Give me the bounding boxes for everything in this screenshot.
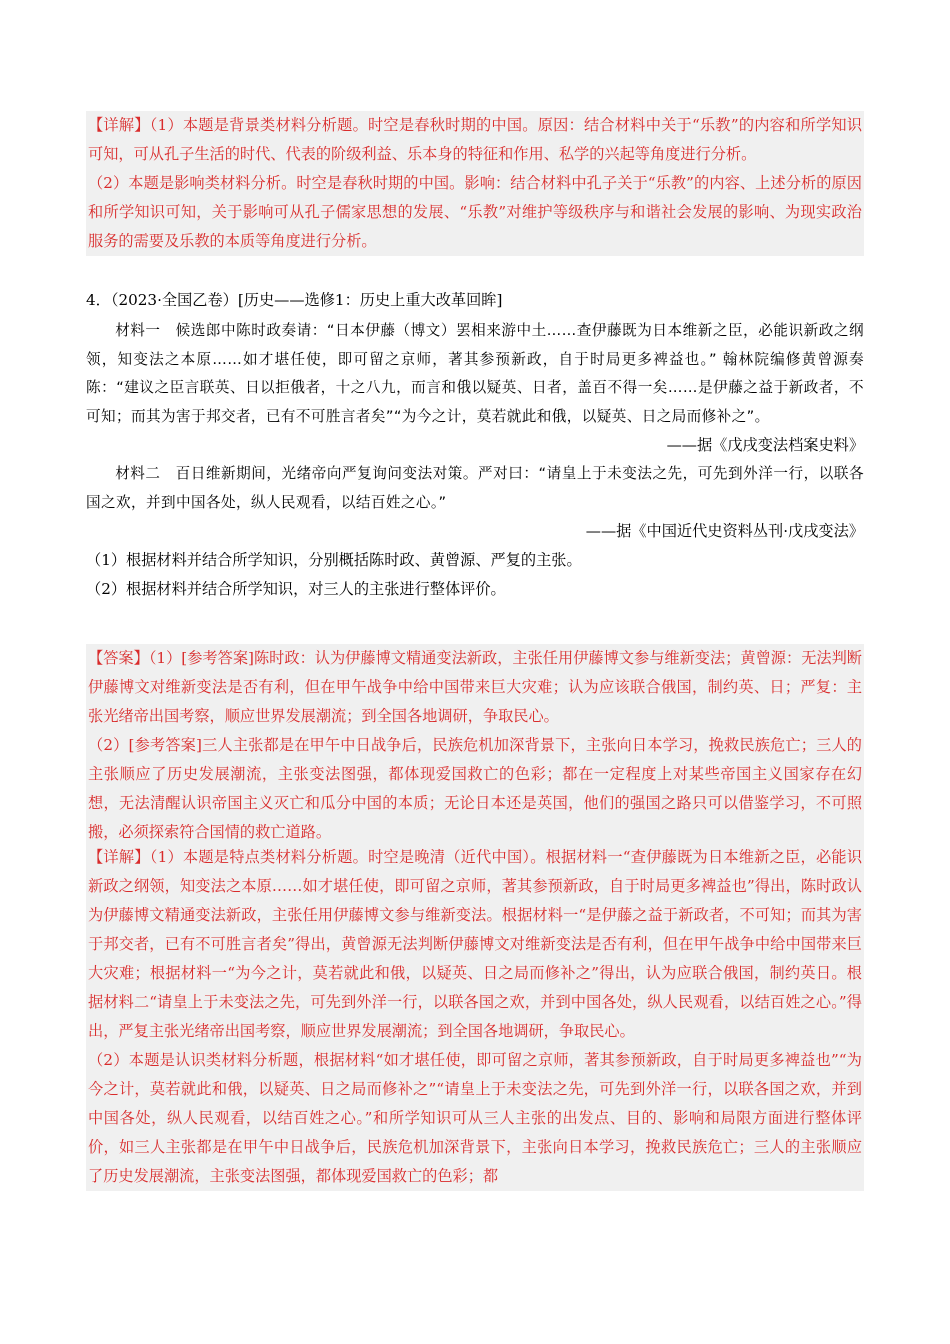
answer-part-1-text: （1）[参考答案]陈时政：认为伊藤博文精通变法新政，主张任用伊藤博文参与维新变法；黄曾源：无法判断伊藤博文对维新变法是否有利，但在甲午战争中给中国带来巨大灾难；认为应该联合俄国，制约英、日；严复：主张光绪帝出国考察，顺应世界发展潮流；到全国各地调研，争取民心。 <box>88 649 862 725</box>
explanation-1-part-1 <box>86 111 864 169</box>
question-header: 4．（2023·全国乙卷）[历史——选修1：历史上重大改革回眸] <box>86 291 503 309</box>
analysis-part-1 <box>86 843 864 1046</box>
explanation-1-part-1-text: （1）本题是背景类材料分析题。时空是春秋时期的中国。原因：结合材料中关于“乐教”的内容和所学知识可知，可从孔子生活的时代、代表的阶级利益、乐本身的特征和作用、私学的兴起等角度进行分析。 <box>88 116 863 163</box>
sub-question-1: （1）根据材料并结合所学知识，分别概括陈时政、黄曾源、严复的主张。 <box>86 551 582 569</box>
answer-part-2: （2）[参考答案]三人主张都是在甲午中日战争后，民族危机加深背景下，主张向日本学习，挽救民族危亡；三人的主张顺应了历史发展潮流，主张变法图强，都体现爱国救亡的色彩；都在一定程度上对某些帝国主义国家存在幻想，无法清醒认识帝国主义灭亡和瓜分中国的本质；无论日本还是英国，他们的强国之路只可以借鉴学习，不可照搬，必须探索符合国情的救亡道路。 <box>88 736 862 841</box>
material-2-source: ——据《中国近代史资料丛刊·戊戌变法》 <box>585 522 864 540</box>
analysis-part-2: （2）本题是认识类材料分析题，根据材料“如才堪任使，即可留之京师，著其参预新政，自于时局更多裨益也”“为今之计，莫若就此和俄，以疑英、日之局而修补之”“请皇上于未变法之先，可先到外洋一行，以联各国之欢，并到中国各处，纵人民观看，以结百姓之心。”和所学知识可从三人主张的出发点、目的、影响和局限方面进行整体评价，如三人主张都是在甲午中日战争后，民族危机加深背景下，主张向日本学习，挽救民族危亡；三人的主张顺应了历史发展潮流，主张变法图强，都体现爱国救亡的色彩；都 <box>88 1051 862 1185</box>
material-1: 材料一 候选郎中陈时政奏请：“日本伊藤（博文）罢相来游中土……查伊藤既为日本维新之臣，必能识新政之纲领，知变法之本原……如才堪任使，即可留之京师，著其参预新政，自于时局更多裨益也。” 翰林院编修黄曾源奏陈：“建议之臣言联英、日以拒俄者，十之八九，而言和俄以疑英、日者，盖百不得一矣……是伊藤之益于新政者，不可知；而其为害于邦交者，已有不可胜言者矣”“为今之计，莫若就此和俄，以疑英、日之局而修补之”。 <box>86 322 864 425</box>
detail-tag: 【详解】 <box>88 116 150 134</box>
material-2: 材料二 百日维新期间，光绪帝向严复询问变法对策。严对曰：“请皇上于未变法之先，可先到外洋一行，以联各国之欢，并到中国各处，纵人民观看，以结百姓之心。” <box>86 465 864 511</box>
analysis-block <box>86 843 864 1191</box>
analysis-tag: 【详解】 <box>88 848 150 866</box>
question-4 <box>86 286 864 604</box>
answer-tag: 【答案】 <box>88 649 149 667</box>
explanation-block-1 <box>86 111 864 256</box>
answer-block <box>86 644 864 847</box>
explanation-1-part-2: （2）本题是影响类材料分析。时空是春秋时期的中国。影响：结合材料中孔子关于“乐教”的内容、上述分析的原因和所学知识可知，关于影响可从孔子儒家思想的发展、“乐教”对维护等级秩序与和谐社会发展的影响、为现实政治服务的需要及乐教的本质等角度进行分析。 <box>88 174 862 250</box>
material-1-source: ——据《戊戌变法档案史料》 <box>666 436 864 454</box>
analysis-part-1-text: （1）本题是特点类材料分析题。时空是晚清（近代中国）。根据材料一“查伊藤既为日本维新之臣，必能识新政之纲领，知变法之本原……如才堪任使，即可留之京师，著其参预新政，自于时局更多裨益也”得出，陈时政认为伊藤博文精通变法新政，主张任用伊藤博文参与维新变法。根据材料一“是伊藤之益于新政者，不可知；而其为害于邦交者，已有不可胜言者矣”得出，黄曾源无法判断伊藤博文对维新变法是否有利，但在甲午战争中给中国带来巨大灾难；根据材料一“为今之计，莫若就此和俄，以疑英、日之局而修补之”得出，认为应联合俄国，制约英日。根据材料二“请皇上于未变法之先，可先到外洋一行，以联各国之欢，并到中国各处，纵人民观看，以结百姓之心。”得出，严复主张光绪帝出国考察，顺应世界发展潮流；到全国各地调研，争取民心。 <box>88 848 863 1040</box>
sub-question-2: （2）根据材料并结合所学知识，对三人的主张进行整体评价。 <box>86 580 506 598</box>
answer-part-1 <box>86 644 864 731</box>
